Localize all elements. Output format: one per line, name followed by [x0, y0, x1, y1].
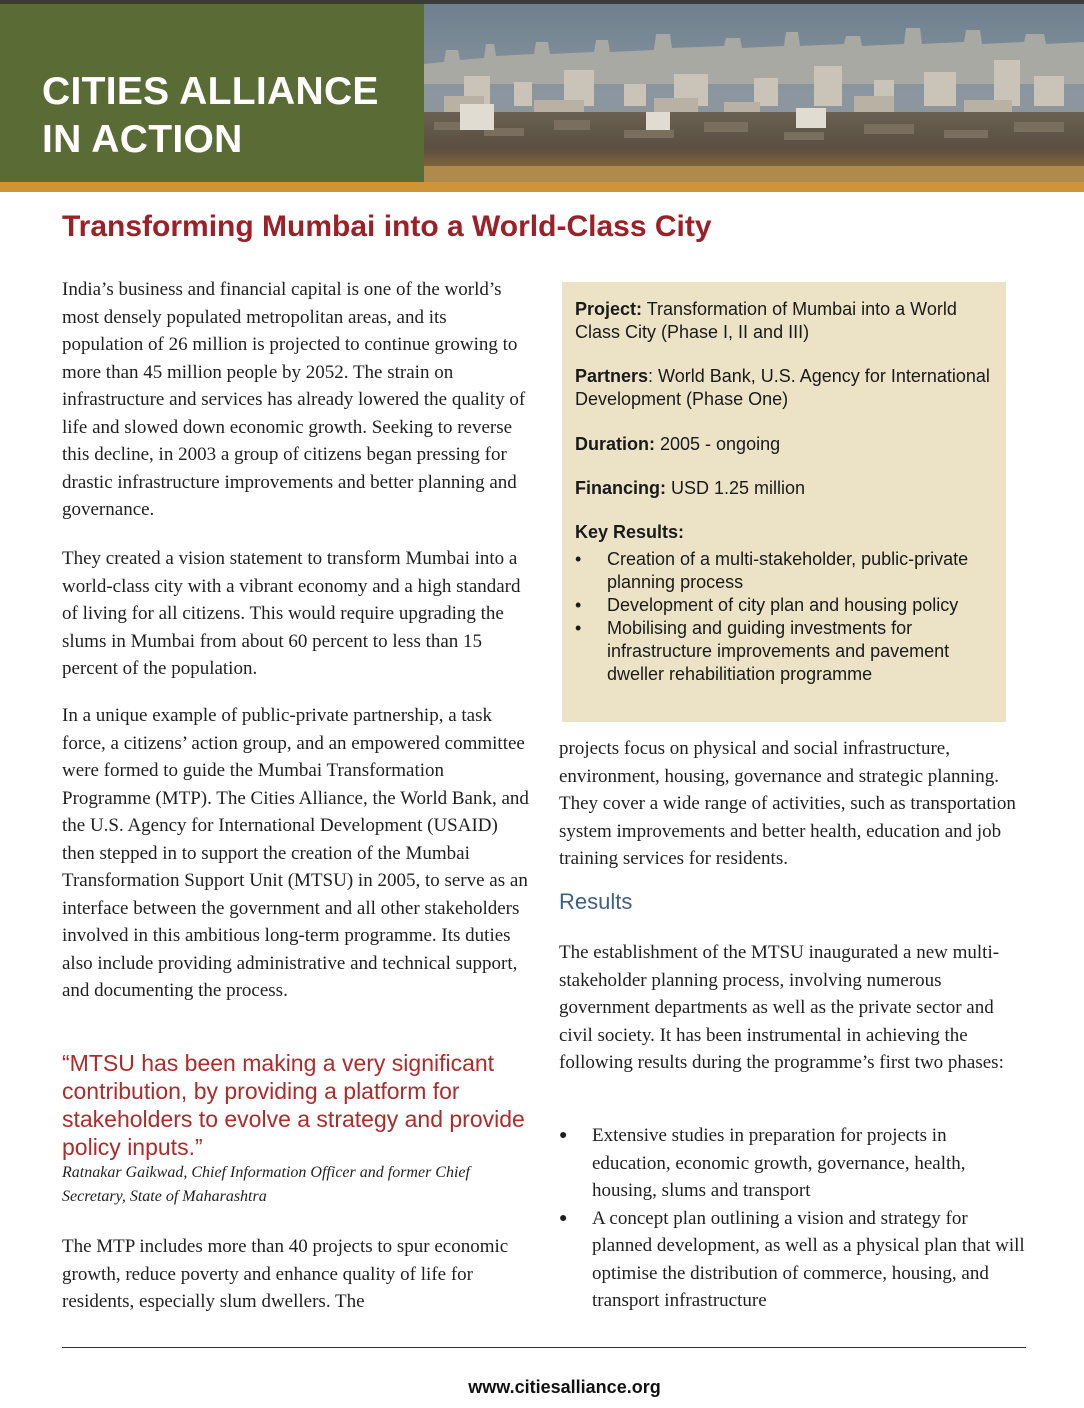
bullet-icon: ●	[559, 1210, 568, 1226]
list-item: • Creation of a multi-stakeholder, public-private planning process	[575, 549, 969, 592]
left-paragraph-4: The MTP includes more than 40 projects to spur economic growth, reduce poverty and enhance quality of life for residents, especially slum dwellers. The	[62, 1236, 509, 1312]
results-heading: Results	[559, 889, 633, 914]
partners-row	[575, 365, 1000, 411]
duration-value: 2005 - ongoing	[655, 434, 781, 454]
project-info-box	[562, 282, 1006, 722]
right-paragraph-1: projects focus on physical and social infrastructure, environment, housing, governance and strategic planning. They cover a wide range of activities, such as transportation system improvements and better health, education and job training services for residents.	[559, 738, 1016, 869]
banner-line-1: CITIES ALLIANCE	[42, 70, 379, 113]
page-title: Transforming Mumbai into a World-Class City	[62, 210, 712, 243]
right-paragraph-2: The establishment of the MTSU inaugurated a new multi-stakeholder planning process, involving numerous government departments as well as the private sector and civil society. It has been instrumental in achieving the following results during the programme’s first two phases:	[559, 942, 1004, 1073]
list-item: • Development of city plan and housing policy	[575, 595, 959, 615]
bullet-icon: ●	[559, 1128, 568, 1143]
header-banner	[0, 4, 424, 182]
list-item: • Mobilising and guiding investments for infrastructure improvements and pavement dweller rehabilitiation programme	[575, 618, 950, 684]
footer-divider	[62, 1347, 1026, 1348]
left-paragraph-1: India’s business and financial capital is one of the world’s most densely populated metropolitan areas, and its population of 26 million is projected to continue growing to more than 45 million people by 2052. The strain on infrastructure and services has already lowered the quality of life and slowed down economic growth. Seeking to reverse this decline, in 2003 a group of citizens began pressing for drastic infrastructure improvements and better planning and governance.	[62, 279, 526, 520]
list-item: ● A concept plan outlining a vision and strategy for planned development, as well as a physical plan that will optimise the distribution of commerce, housing, and transport infrastructure	[559, 1205, 1029, 1315]
financing-row	[575, 477, 1000, 500]
footer-website-link[interactable]: www.citiesalliance.org	[468, 1377, 661, 1397]
banner-line-2: IN ACTION	[42, 118, 243, 161]
list-item: ● Extensive studies in preparation for projects in education, economic growth, governance, health, housing, slums and transport	[559, 1122, 1029, 1205]
left-paragraph-2: They created a vision statement to transform Mumbai into a world-class city with a vibrant economy and a high standard of living for all citizens. This would require upgrading the slums in Mumbai from about 60 percent to less than 15 percent of the population.	[62, 548, 521, 679]
financing-value: USD 1.25 million	[666, 478, 806, 498]
city-skyline-photo	[424, 4, 1084, 182]
project-row	[575, 298, 1000, 344]
partners-label: Partners	[575, 366, 649, 386]
accent-bar	[0, 182, 1084, 192]
key-results-heading: Key Results:	[575, 522, 685, 542]
key-results-list	[575, 548, 1000, 686]
financing-label: Financing:	[575, 478, 666, 498]
project-label: Project:	[575, 299, 643, 319]
left-paragraph-3: In a unique example of public-private partnership, a task force, a citizens’ action group, and an empowered committee were formed to guide the Mumbai Transformation Programme (MTP). The Cities Alliance, the World Bank, and the U.S. Agency for International Development (USAID) then stepped in to support the creation of the Mumbai Transformation Support Unit (MTSU) in 2005, to serve as an interface between the government and all other stakeholders involved in this ambitious long-term programme. Its duties also include providing administrative and technical support, and documenting the process.	[62, 705, 529, 1001]
banner-title	[42, 68, 379, 164]
project-value: Transformation of Mumbai into a World Class City (Phase I, II and III)	[575, 299, 957, 342]
partners-value: : World Bank, U.S. Agency for International Development (Phase One)	[575, 366, 990, 409]
duration-label: Duration:	[575, 434, 655, 454]
quote-attribution: Ratnakar Gaikwad, Chief Information Officer and former Chief Secretary, State of Maharashtra	[62, 1164, 470, 1205]
bullet-icon: •	[575, 549, 582, 569]
bullet-icon: •	[575, 618, 582, 638]
duration-row	[575, 433, 1000, 456]
bullet-icon: •	[575, 595, 582, 615]
results-list	[559, 1122, 1029, 1315]
pull-quote: “MTSU has been making a very significant contribution, by providing a platform for stakeholders to evolve a strategy and provide policy inputs.”	[62, 1050, 525, 1160]
